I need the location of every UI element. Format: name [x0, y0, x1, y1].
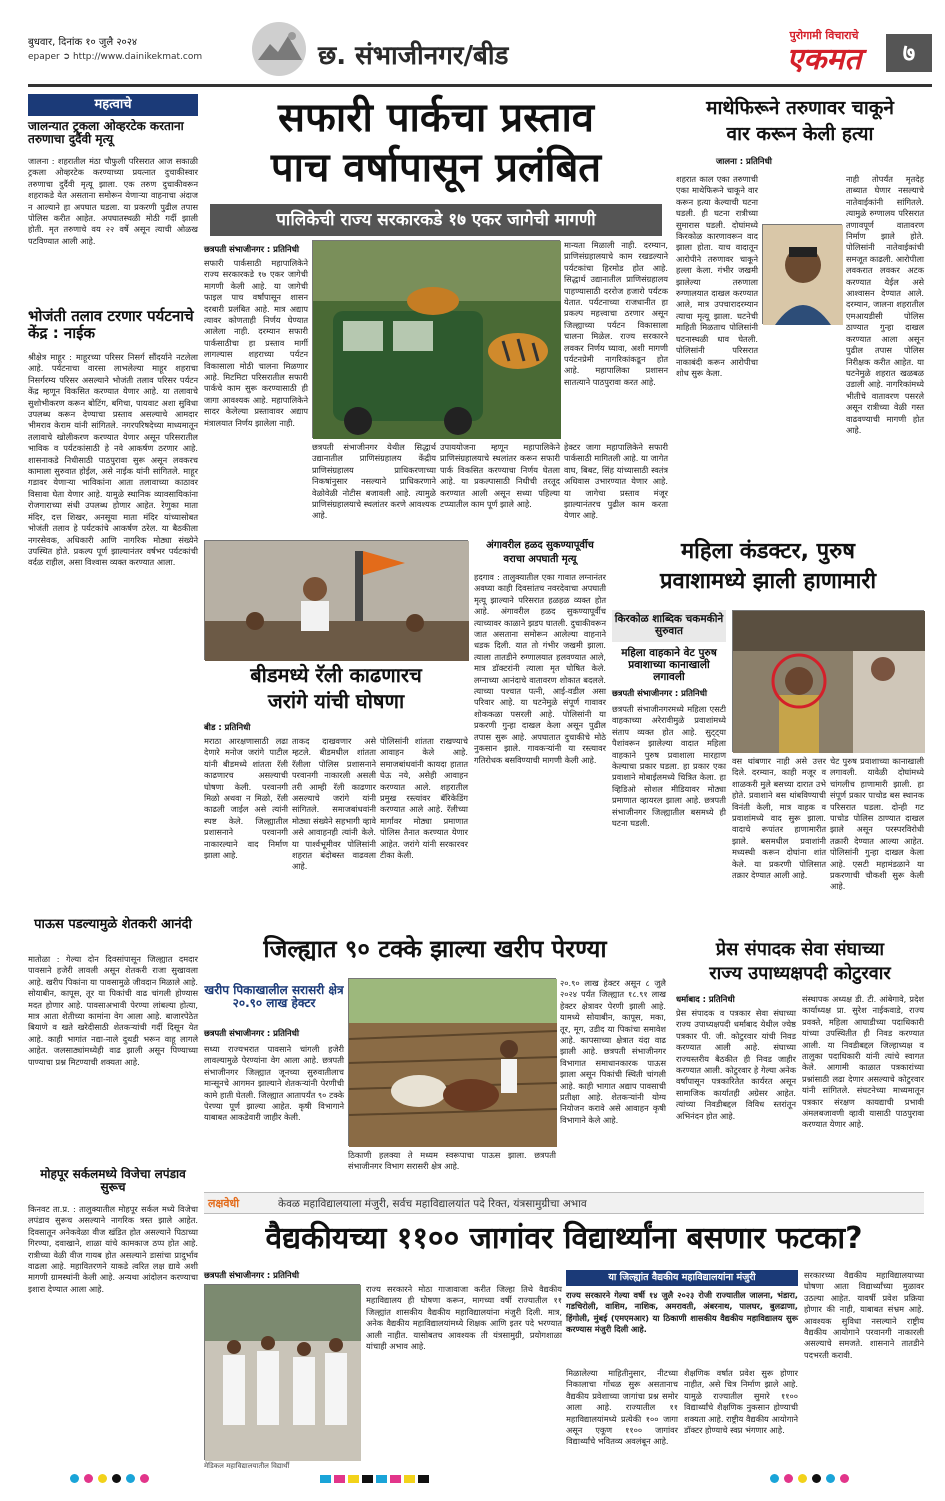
- stabbing-column-2: नाही तोपर्यंत मृतदेह ताब्यात घेणार नसल्याचे नातेवाईकांनी सांगितले. त्यामुळे रुग्णालय परिसरात तणावपूर्ण वातावरण निर्माण झाले होते. पोलिसांनी नातेवाईकांची समजूत काढली. आरोपीला लवकरात लवकर अटक करण्यात येईल असे आश्वासन देण्यात आले. दरम्यान, जालना शहरातील एमआयडीसी पोलिस ठाण्यात गुन्हा दाखल करण्यात आला असून पुढील तपास पोलिस निरीक्षक करीत आहेत. या घटनेमुळे शहरात खळबळ उडाली आहे. नागरिकांमध्ये भीतीचे वातावरण पसरले असून रात्रीच्या वेळी गस्त वाढवण्याची मागणी होत आहे.: [846, 174, 924, 435]
- haldi-headline-line-1: अंगावरील हळद सुकण्यापूर्वीच: [486, 540, 594, 551]
- sidebar-story-3-body: मातोळा : गेल्या दोन दिवसांपासून जिल्ह्यात दमदार पावसाने हजेरी लावली असून शेतकरी राजा सुखावला आहे. खरीप पिकांना या पावसामुळे जीवदान मिळाले आहे. सोयाबीन, कापूस, तूर या पिकांची वाढ चांगली होण्यास मदत होणार आहे. पावसाअभावी पेरण्या लांबल्या होत्या, मात्र आता शेतीच्या कामांना वेग आला आहे. बाजारपेठेत बियाणे व खते खरेदीसाठी शेतकऱ्यांची गर्दी दिसून येत आहे. काही भागांत नद्या-नाले दुथडी भरून वाहू लागले आहेत. जलसाठ्यांमध्येही वाढ झाली असून पिण्याच्या पाण्याचा प्रश्न मिटण्याची शक्यता आहे.: [28, 954, 198, 1067]
- medical-column-4: सरकारच्या वैद्यकीय महाविद्यालयाच्या घोषणा आता विद्यार्थ्यांच्या मुळावर उठल्या आहेत. यावर्षी प्रवेश प्रक्रिया होणार की नाही, याबाबत संभ्रम आहे. आवश्यक सुविधा नसल्याने राष्ट्रीय वैद्यकीय आयोगाने परवानगी नाकारली असल्याचे समजते. शासनाने तातडीने पदभरती करावी.: [804, 1270, 924, 1360]
- registration-dot: [70, 1474, 79, 1483]
- bus-fight-photo: [732, 610, 924, 752]
- color-swatch: [404, 1475, 415, 1483]
- kharif-story: [204, 936, 666, 1182]
- press-story: [676, 936, 924, 1182]
- press-column-1: प्रेस संपादक व पत्रकार सेवा संघाच्या राज्य उपाध्यक्षपदी धर्माबाद येथील ज्येष्ठ पत्रकार पी. जी. कोटुरवार यांची निवड करण्यात आली आहे. संघाच्या राज्यस्तरीय बैठकीत ही निवड जाहीर करण्यात आली. कोटुरवार हे गेल्या अनेक वर्षांपासून पत्रकारितेत कार्यरत असून सामाजिक कार्यातही अग्रेसर आहेत. त्यांच्या निवडीबद्दल विविध स्तरांतून अभिनंदन होत आहे.: [676, 1008, 796, 1121]
- conductor-column-1: छत्रपती संभाजीनगरमध्ये महिला एसटी वाहकाच्या अरेरावीमुळे प्रवाशांमध्ये संताप व्यक्त होत आहे. सुट्ट्या पैशांवरून झालेल्या वादात महिला वाहकाने पुरुष प्रवाशाला मारहाण केल्याचा प्रकार घडला. हा प्रकार एका प्रवाशाने मोबाईलमध्ये चित्रित केला. हा व्हिडिओ सोशल मीडियावर मोठ्या प्रमाणात व्हायरल झाला आहे. छत्रपती संभाजीनगर जिल्ह्यातील बसमध्ये ही घटना घडली.: [612, 704, 726, 829]
- kharif-byline: छत्रपती संभाजीनगर : प्रतिनिधी: [204, 1028, 300, 1038]
- haldi-headline-line-2: वराचा अपघाती मृत्यू: [503, 554, 577, 565]
- conductor-column-3: चेट पुरुष प्रवाशाच्या कानाखाली लगावली. यावेळी दोघांमध्ये चांगलीच हाणामारी झाली. हा संपूर्ण प्रकार पाचोड बस स्थानक परिसरात घडला. दोन्ही गट पाचोड पोलिस ठाण्यात दाखल झाले असून परस्परविरोधी तक्रारी देण्यात आल्या आहेत. पोलिसांनी गुन्हा दाखल केला आहे. एसटी महामंडळाने या प्रकरणाची चौकशी सुरू केली आहे.: [830, 756, 924, 892]
- medical-column-3: शैक्षणिक वर्षात प्रवेश सुरू होणार नाहीत, असे चित्र निर्माण झाले आहे. यामुळे राज्यातील सुमारे ११०० विद्यार्थ्यांचे शैक्षणिक नुकसान होण्याची शक्यता आहे. राष्ट्रीय वैद्यकीय आयोगाने डॉक्टर होण्याचे स्वप्न भंगणार आहे.: [684, 1368, 798, 1436]
- sidebar-story-3-title: पाऊस पडल्यामुळे शेतकरी आनंदी: [34, 917, 192, 932]
- epaper-link[interactable]: epaper ➲ http://www.dainikekmat.com: [28, 52, 203, 62]
- rally-headline-line-1: बीडमध्ये रॅली काढणारच: [250, 663, 422, 687]
- conductor-byline: छत्रपती संभाजीनगर : प्रतिनिधी: [612, 688, 708, 698]
- press-byline: धर्माबाद : प्रतिनिधी: [676, 994, 735, 1004]
- stabbing-byline: जालना : प्रतिनिधी: [716, 156, 772, 166]
- highlight-strip-label: लक्षवेधी: [208, 1197, 240, 1210]
- rally-byline: बीड : प्रतिनिधी: [204, 722, 251, 732]
- rally-story: [204, 540, 468, 930]
- medical-column-2: मिळालेल्या माहितीनुसार, नीटच्या निकालाचा गोंधळ सुरू असतानाच वैद्यकीय प्रवेशाच्या जागांचा प्रश्न समोर आला आहे. राज्यातील ११ महाविद्यालयांमध्ये प्रत्येकी १०० जागा असून एकूण ११०० जागांवर विद्यार्थ्यांचे भवितव्य अवलंबून आहे.: [566, 1368, 678, 1447]
- medical-byline: छत्रपती संभाजीनगर : प्रतिनिधी: [204, 1270, 300, 1280]
- registration-dot: [770, 1474, 779, 1483]
- registration-dots: [770, 1474, 849, 1483]
- color-swatch: [390, 1475, 401, 1483]
- kharif-column-1: सध्या राज्यभरात पावसाने चांगली हजेरी लावल्यामुळे पेरण्यांना वेग आला आहे. छत्रपती संभाजीनगर जिल्ह्यात जूनच्या सुरुवातीलाच मान्सूनचे आगमन झाल्याने शेतकऱ्यांनी पेरणीची कामे हाती घेतली. जिल्ह्यात आतापर्यंत ९० टक्के पेरण्या पूर्ण झाल्या आहेत. कृषी विभागाने याबाबत आकडेवारी जाहीर केली.: [204, 1044, 344, 1123]
- issue-date: बुधवार, दिनांक १० जुलै २०२४: [28, 37, 138, 48]
- sidebar-story-1-body: जालना : शहरातील मंठा चौफुली परिसरात आज सकाळी ट्रकला ओव्हरटेक करण्याच्या प्रयत्नात दुचाकीस्वार तरुणाचा दुर्दैवी मृत्यू झाला. एक तरुण दुचाकीवरून शहराकडे येत असताना समोरून येणाऱ्या वाहनाचा अंदाज न आल्याने हा अपघात घडला. या प्रकरणी पुढील तपास पोलिस करीत आहेत. अपघातस्थळी मोठी गर्दी झाली होती. मृत तरुणाचे वय २२ वर्षे असून त्याची ओळख पटविण्यात आली आहे.: [28, 156, 198, 246]
- brand-tagline: पुरोगामी विचाराचे: [789, 29, 859, 42]
- stabbing-headline-line-1: माथेफिरूने तरुणावर चाकूने: [706, 97, 894, 119]
- lead-column-1: सफारी पार्कसाठी महापालिकेने राज्य सरकारकडे १७ एकर जागेची मागणी केली आहे. या जागेची फाइल पाच वर्षांपासून शासन दरबारी प्रलंबित आहे. मात्र अद्याप त्यावर कोणताही निर्णय घेण्यात आलेला नाही. दरम्यान सफारी पार्कसाठीचा हा प्रस्ताव मार्गी लागल्यास शहराच्या पर्यटन विकासाला मोठी चालना मिळणार आहे. मिटमिटा परिसरातील सफारी पार्कचे काम सुरू करण्यासाठी ही जागा आवश्यक आहे. महापालिकेने सादर केलेल्या प्रस्तावावर अद्याप मंत्रालयात निर्णय झालेला नाही.: [204, 258, 308, 428]
- registration-dot: [812, 1474, 821, 1483]
- page-number: ७: [886, 34, 932, 72]
- registration-dot: [784, 1474, 793, 1483]
- highlight-strip-text: केवळ महाविद्यालयाला मंजुरी, सर्वच महाविद्यालयांत पदे रिक्त, यंत्रसामुग्रीचा अभाव: [278, 1198, 587, 1210]
- haldi-story: [474, 540, 606, 930]
- sidebar-column: [28, 94, 198, 1460]
- conductor-kicker-1: किरकोळ शाब्दिक चकमकीने सुरुवात: [612, 610, 726, 642]
- rally-column-2: ताकद दाखवणार असे म्हटले. बीडमधील शांतता रॅलीला पोलिस प्रशासनाने परवानगी नाकारली असली तरी आम्ही रॅली काढणार असल्याचे जरांगे यांनी सांगितले. समाजबांधवांनी मोठ्या संख्येने सहभागी व्हावे असे आवाहनही त्यांनी केले. या पार्श्वभूमीवर पोलिसांनी शहरात बंदोबस्त वाढवला आहे.: [292, 736, 376, 872]
- medical-students-photo: [204, 1284, 360, 1460]
- lead-headline-line-2: पाच वर्षापासून प्रलंबित: [270, 145, 602, 191]
- lead-column-2: छत्रपती संभाजीनगर येथील सिद्धार्थ उद्यानातील प्राणिसंग्रहालय केंद्रीय प्राणिसंग्रहालय प्राधिकरणाच्या निकषांनुसार नसल्याने प्राधिकरणाने वेळोवेळी नोटीस बजावली आहे. त्यामुळे प्राणिसंग्रहालयाचे स्थलांतर करणे आवश्यक आहे.: [312, 442, 436, 521]
- registration-dot: [798, 1474, 807, 1483]
- stabbing-headline-line-2: वार करून केली हत्या: [726, 123, 874, 145]
- masthead: [0, 0, 945, 94]
- sidebar-story-2-title: भोजंती तलाव टरणार पर्यटनाचे केंद्र : नाईक: [28, 307, 194, 342]
- registration-dot: [126, 1474, 135, 1483]
- color-swatch: [362, 1475, 373, 1483]
- rally-photo: [204, 540, 468, 660]
- kharif-kicker: खरीप पिकाखालील सरासरी क्षेत्र २०.९० लाख हेक्टर: [204, 983, 344, 1011]
- rally-headline-line-2: जरांगे यांची घोषणा: [267, 689, 405, 713]
- registration-dot: [140, 1474, 149, 1483]
- color-swatch: [320, 1475, 331, 1483]
- medical-column-1: राज्य सरकारने मोठा गाजावाजा करीत जिल्हा तिथे वैद्यकीय महाविद्यालय ही घोषणा करून, मागच्या वर्षी राज्यातील ११ जिल्ह्यांत शासकीय वैद्यकीय महाविद्यालयांना मंजुरी दिली. मात्र, अनेक वैद्यकीय महाविद्यालयांमध्ये शिक्षक आणि इतर पदे भरण्यात आली नाहीत. यासोबतच आवश्यक ती यंत्रसामुग्री, प्रयोगशाळा यांचाही अभाव आहे.: [366, 1284, 562, 1352]
- sidebar-story-1-title: जालन्यात ट्रकला ओव्हरटेक करताना तरुणाचा दुर्दैवी मृत्यू: [28, 119, 184, 147]
- registration-dot: [98, 1474, 107, 1483]
- stabbing-story: [676, 94, 924, 534]
- lead-subhead: पालिकेची राज्य सरकारकडे १७ एकर जागेची मागणी: [210, 204, 662, 236]
- farmer-bullocks-photo: [348, 978, 556, 1146]
- highlight-strip: [204, 1192, 924, 1214]
- color-swatch: [334, 1475, 345, 1483]
- press-headline-line-2: राज्य उपाध्यक्षपदी कोटुरवार: [709, 963, 891, 984]
- conductor-kicker-2: महिला वाहकाने वेट पुरुष प्रवाशाच्या कानाखाली लगावली: [621, 647, 717, 683]
- medical-box-body: राज्य सरकारने गेल्या वर्षी १४ जुलै २०२३ रोजी राज्यातील जालना, भंडारा, गडचिरोली, वाशिम, नाशिक, अमरावती, अंबरनाथ, पालघर, बुलढाणा, हिंगोली, मुंबई (एमएमआर) या ठिकाणी शासकीय वैद्यकीय महाविद्यालय सुरू करण्यास मंजुरी दिली आहे.: [566, 1290, 798, 1335]
- brand-logo: [764, 28, 884, 82]
- press-column-2: संस्थापक अध्यक्ष डी. टी. आंबेगावे, प्रदेश कार्याध्यक्ष प्रा. सुरेश नाईकवाडे, राज्य प्रवक्ते, महिला आघाडीच्या पदाधिकारी यांच्या उपस्थितीत ही निवड करण्यात आली. या निवडीबद्दल जिल्हाध्यक्ष व तालुका पदाधिकारी यांनी त्यांचे स्वागत केले. आगामी काळात पत्रकारांच्या प्रश्नांसाठी लढा देणार असल्याचे कोटुरवार यांनी सांगितले. संघटनेच्या माध्यमातून पत्रकार संरक्षण कायद्याची प्रभावी अंमलबजावणी व्हावी यासाठी पाठपुरावा करण्यात येणार आहे.: [802, 994, 924, 1130]
- medical-photo-caption: मेडिकल महाविद्यालयातील विद्यार्थी: [204, 1462, 290, 1470]
- registration-dot: [840, 1474, 849, 1483]
- sidebar-story-2-body: श्रीक्षेत्र माहूर : माहूरच्या परिसर निसर्ग सौंदर्याने नटलेला आहे. पर्यटनाचा वारसा लाभलेल्या माहूर शहराचा निसर्गरम्य परिसर असल्याने भोजंती तलाव परिसर पर्यटन केंद्र म्हणून विकसित करण्यात येणार आहे. या तलावाचे सुशोभीकरण करून बोटिंग, बगिचा, पायवाट अशा सुविधा उपलब्ध करून देण्याचा प्रस्ताव असल्याचे आमदार भीमराव केराम यांनी सांगितले. नगरपरिषदेच्या माध्यमातून तलावाचे खोलीकरण करण्यात येणार असून परिसरातील भाविक व पर्यटकांसाठी हे नवे आकर्षण ठरणार आहे. शासनाकडे निधीसाठी पाठपुरावा सुरू असून लवकरच कामाला सुरुवात होईल, असे नाईक यांनी सांगितले. माहूर गडावर येणाऱ्या भाविकांना आता तलावाच्या काठावर विसावा घेता येणार आहे. यामुळे स्थानिक व्यावसायिकांना रोजगाराच्या संधी उपलब्ध होणार आहेत. रेणुका माता मंदिर, दत्त शिखर, अनसूया माता मंदिर यांच्यासोबत भोजंती तलाव हे पर्यटकांचे आकर्षण ठरेल. या बैठकीला नगरसेवक, अधिकारी आणि नागरिक मोठ्या संख्येने उपस्थित होते. प्रकल्प पूर्ण झाल्यानंतर वर्षभर पर्यटकांची वर्दळ राहील, असा विश्वास व्यक्त करण्यात आला.: [28, 352, 198, 568]
- masthead-rule: [28, 84, 932, 87]
- tiger-safari-photo: [312, 240, 560, 438]
- conductor-headline-line-1: महिला कंडक्टर, पुरुष: [681, 539, 855, 564]
- registration-dot: [84, 1474, 93, 1483]
- sidebar-header: महत्वाचे: [28, 94, 198, 116]
- registration-dot: [826, 1474, 835, 1483]
- rally-column-3: पोलिसांनी शांतता राखण्याचे आवाहन केले आहे. समाजबांधवांनी कायदा हातात घेऊ नये, असेही आवाहन करण्यात आले. शहरातील प्रमुख रस्त्यांवर बॅरिकेडिंग करण्यात आले आहे. रॅलीच्या मार्गावर मोठ्या प्रमाणात पोलिस तैनात करण्यात येणार आहेत. जरांगे यांनी सरकारवर टीका केली.: [380, 736, 468, 861]
- conductor-story: [612, 540, 924, 930]
- lead-headline-line-1: सफारी पार्कचा प्रस्ताव: [277, 95, 595, 141]
- kharif-photo-caption: ठिकाणी हलक्या ते मध्यम स्वरूपाचा पाऊस झाला. छत्रपती संभाजीनगर विभाग सरासरी क्षेत्र आहे.: [348, 1150, 556, 1172]
- lead-story: [204, 94, 668, 534]
- registration-dots: [70, 1474, 149, 1483]
- haldi-body: हदगाव : तालुक्यातील एका गावात लग्नानंतर अवघ्या काही दिवसांतच नवरदेवाचा अपघाती मृत्यू झाल्याने परिसरात हळहळ व्यक्त होत आहे. अंगावरील हळद सुकण्यापूर्वीच त्याच्यावर काळाने झडप घातली. दुचाकीवरून जात असताना समोरून आलेल्या वाहनाने धडक दिली. यात तो गंभीर जखमी झाला. त्याला तातडीने रुग्णालयात हलवण्यात आले, मात्र डॉक्टरांनी त्याला मृत घोषित केले. लग्नाच्या आनंदाचे वातावरण शोकात बदलले. त्याच्या पश्चात पत्नी, आई-वडील असा परिवार आहे. या घटनेमुळे संपूर्ण गावावर शोककळा पसरली आहे. पोलिसांनी या प्रकरणी गुन्हा दाखल केला असून पुढील तपास सुरू आहे. अपघातात दुचाकीचे मोठे नुकसान झाले. गावकऱ्यांनी या रस्त्यावर गतिरोधक बसविण्याची मागणी केली आहे.: [474, 572, 606, 765]
- kharif-column-2: २०.९० लाख हेक्टर असून ८ जुलै २०२४ पर्यंत जिल्ह्यात १८.९१ लाख हेक्टर क्षेत्रावर पेरणी झाली आहे. यामध्ये सोयाबीन, कापूस, मका, तूर, मूग, उडीद या पिकांचा समावेश आहे. कापसाच्या क्षेत्रात यंदा वाढ झाली आहे. छत्रपती संभाजीनगर विभागात समाधानकारक पाऊस झाला असून पिकांची स्थिती चांगली आहे. काही भागात अद्याप पावसाची प्रतीक्षा आहे. शेतकऱ्यांनी योग्य नियोजन करावे असे आवाहन कृषी विभागाने केले आहे.: [560, 978, 666, 1125]
- color-bar: [320, 1475, 429, 1483]
- color-swatch: [376, 1475, 387, 1483]
- color-swatch: [348, 1475, 359, 1483]
- conductor-headline-line-2: प्रवाशामध्ये झाली हाणामारी: [659, 569, 877, 594]
- color-swatch: [418, 1475, 429, 1483]
- medical-headline: वैद्यकीयच्या ११०० जागांवर विद्यार्थ्यांना बसणार फटका?: [265, 1221, 863, 1256]
- brand-wordmark: एकमत: [786, 42, 862, 77]
- sidebar-story-4-body: किनवट ता.प्र. : तालुक्यातील मोहपूर सर्कल मध्ये विजेचा लपंडाव सुरूच असल्याने नागरिक त्रस्त झाले आहेत. दिवसातून अनेकवेळा वीज खंडित होत असल्याने पिठाच्या गिरण्या, दवाखाने, शाळा यांचे कामकाज ठप्प होत आहे. रात्रीच्या वेळी वीज गायब होत असल्याने डासांचा प्रादुर्भाव वाढला आहे. महावितरणने याकडे त्वरित लक्ष द्यावे अशी मागणी ग्रामस्थांनी केली आहे. अन्यथा आंदोलन करण्याचा इशारा देण्यात आला आहे.: [28, 1204, 198, 1294]
- conductor-column-2: वस थांबणार नाही असे उत्तर दिले. दरम्यान, काही मजूर व शाळकरी मुले बसच्या दारात उभे होते. प्रवाशाने बस थांबविण्याची विनंती केली, मात्र वाहक व प्रवाशांमध्ये वाद सुरू झाला. वादाचे रूपांतर हाणामारीत झाले. बसमधील प्रवाशांनी मध्यस्थी करून दोघांना शांत केले. या प्रकरणी पोलिसात तक्रार देण्यात आली आहे.: [732, 756, 826, 881]
- stabbing-column-1: शहरात काल एका तरुणाची एका माथेफिरूने चाकूने वार करून हत्या केल्याची घटना घडली. ही घटना रात्रीच्या सुमारास घडली. दोघांमध्ये किरकोळ कारणावरून वाद झाला होता. याच वादातून आरोपीने तरुणावर चाकूने हल्ला केला. गंभीर जखमी झालेल्या तरुणाला रुग्णालयात दाखल करण्यात आले, मात्र उपचारादरम्यान त्याचा मृत्यू झाला. घटनेची माहिती मिळताच पोलिसांनी घटनास्थळी धाव घेतली. पोलिसांनी परिसरात नाकाबंदी करून आरोपीचा शोध सुरू केला.: [676, 174, 758, 378]
- lead-column-3: उपाययोजना म्हणून महापालिकेने प्राणिसंग्रहालयाचे स्थलांतर करून सफारी पार्क विकसित करण्याचा निर्णय घेतला आहे. या प्रकल्पासाठी निधीची तरतूद करण्यात आली असून सध्या पहिल्या टप्प्यातील काम पूर्ण झाले आहे.: [440, 442, 560, 510]
- medical-box-title: या जिल्ह्यांत वैद्यकीय महाविद्यालयांना मंजुरी: [566, 1270, 798, 1286]
- registration-dot: [112, 1474, 121, 1483]
- emblem-icon: [248, 18, 310, 80]
- edition-title: छ. संभाजीनगर/बीड: [318, 41, 509, 71]
- lead-column-5: मान्यता मिळाली नाही. दरम्यान, प्राणिसंग्रहालयाचे काम रखडल्याने पर्यटकांचा हिरमोड होत आहे. सिद्धार्थ उद्यानातील प्राणिसंग्रहालय पाहण्यासाठी दररोज हजारो पर्यटक येतात. पर्यटनाच्या राजधानीत हा प्रकल्प महत्त्वाचा ठरणार असून जिल्ह्याच्या पर्यटन विकासाला चालना मिळेल. राज्य सरकारने लवकर निर्णय घ्यावा, अशी मागणी पर्यटनप्रेमी नागरिकांकडून होत आहे. महापालिका प्रशासन सातत्याने पाठपुरावा करत आहे.: [564, 240, 668, 387]
- lead-byline: छत्रपती संभाजीनगर : प्रतिनिधी: [204, 244, 300, 254]
- press-headline-line-1: प्रेस संपादक सेवा संघाच्या: [715, 939, 885, 960]
- victim-photo: [762, 224, 842, 324]
- medical-story: [204, 1221, 924, 1470]
- rally-column-1: मराठा आरक्षणासाठी लढा देणारे मनोज जरांगे पाटील यांनी बीडमध्ये शांतता रॅली काढणारच असल्याची घोषणा केली. परवानगी मिळो अथवा न मिळो, रॅली काढली जाईल असे त्यांनी स्पष्ट केले. जिल्ह्यातील प्रशासनाने परवानगी नाकारल्याने वाद निर्माण झाला आहे.: [204, 736, 288, 861]
- sidebar-story-4-title: मोहपूर सर्कलमध्ये विजेचा लपंडाव सुरूच: [40, 1167, 186, 1195]
- lead-column-4: हेक्टर जागा महापालिकेने सफारी पार्कसाठी मागितली आहे. या जागेत वाघ, बिबट, सिंह यांच्यासाठी स्वतंत्र अधिवास उभारण्यात येणार आहे. या जागेचा प्रस्ताव मंजूर झाल्यानंतरच पुढील काम करता येणार आहे.: [564, 442, 668, 521]
- kharif-headline: जिल्ह्यात ९० टक्के झाल्या खरीप पेरण्या: [263, 935, 607, 963]
